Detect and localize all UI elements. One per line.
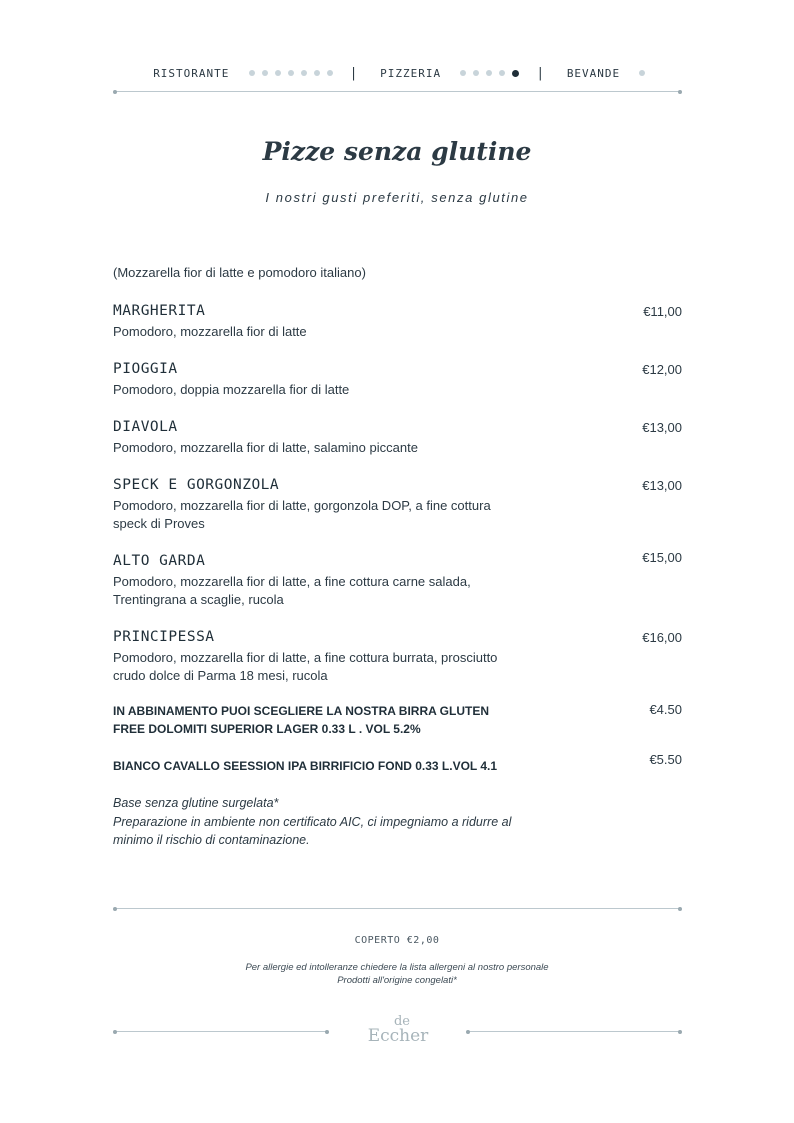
header-divider [115,91,680,92]
section-nav [0,66,794,81]
menu-item-alto-garda [113,550,682,609]
contamination-note: Preparazione in ambiente non certificato AIC, ci impegniamo a ridurre al minimo il rischio di contaminazione. [113,814,512,847]
frozen-base-note: Base senza glutine surgelata* [113,796,279,810]
item-price: €15,00 [642,550,682,565]
beer-pairing-dolomiti [113,702,682,738]
item-price: €11,00 [643,304,682,319]
item-price: €13,00 [642,420,682,435]
beer-pairing-bianco-cavallo [113,752,682,775]
footer-divider [115,908,680,909]
beer-description: IN ABBINAMENTO PUOI SCEGLIERE LA NOSTRA BIRRA GLUTEN FREE DOLOMITI SUPERIOR LAGER 0.33 L . VOL 5.2% [113,704,490,736]
nav-bevande-link[interactable]: BEVANDE [566,67,621,80]
menu-item-diavola [113,419,682,457]
menu-item-principessa [113,629,682,685]
item-name: MARGHERITA [113,303,206,319]
logo-rule-right [468,1031,680,1032]
nav-dots-ristorante [245,67,336,80]
menu-item-margherita [113,303,682,341]
nav-dots-bevande [636,67,649,80]
allergy-info [0,962,794,987]
menu-item-speck-gorgonzola [113,477,682,533]
page-subtitle: I nostri gusti preferiti, senza glutine [265,190,529,205]
nav-dots-pizzeria [457,67,523,80]
beer-price: €4.50 [649,702,682,717]
beer-price: €5.50 [649,752,682,767]
item-price: €16,00 [642,630,682,645]
gluten-free-note [113,794,533,850]
item-description: Pomodoro, mozzarella fior di latte, gorgonzola DOP, a fine cottura speck di Proves [113,498,491,531]
item-name: PIOGGIA [113,361,178,377]
item-price: €12,00 [642,362,682,377]
beer-description: BIANCO CAVALLO SEESSION IPA BIRRIFICIO FOND 0.33 L.VOL 4.1 [113,759,498,773]
item-description: Pomodoro, doppia mozzarella fior di latte [113,382,350,397]
page-title: Pizze senza glutine [262,137,532,166]
item-description: Pomodoro, mozzarella fior di latte, a fine cottura burrata, prosciutto crudo dolce di Parma 18 mesi, rucola [113,650,498,683]
coperto-charge: COPERTO €2,00 [354,935,440,946]
item-name: PRINCIPESSA [113,629,215,645]
nav-separator: | [349,66,359,81]
allergy-note: Per allergie ed intolleranze chiedere la lista allergeni al nostro personale [245,962,549,973]
item-name: ALTO GARDA [113,553,206,569]
nav-current-dot [512,70,519,77]
de-eccher-logo: de Eccher [367,1014,429,1046]
nav-separator: | [536,66,546,81]
frozen-products-note: Prodotti all'origine congelati* [337,974,457,986]
item-name: DIAVOLA [113,419,178,435]
menu-item-pioggia [113,361,682,399]
item-description: Pomodoro, mozzarella fior di latte, a fine cottura carne salada, Trentingrana a scaglie, rucola [113,574,471,607]
logo-rule-left [115,1031,327,1032]
item-description: Pomodoro, mozzarella fior di latte, salamino piccante [113,440,418,455]
nav-ristorante-link[interactable]: RISTORANTE [153,67,230,80]
nav-pizzeria-link[interactable]: PIZZERIA [380,67,442,80]
item-price: €13,00 [642,478,682,493]
item-description: Pomodoro, mozzarella fior di latte [113,324,307,339]
item-name: SPECK E GORGONZOLA [113,477,280,493]
base-note: (Mozzarella fior di latte e pomodoro italiano) [113,265,366,280]
